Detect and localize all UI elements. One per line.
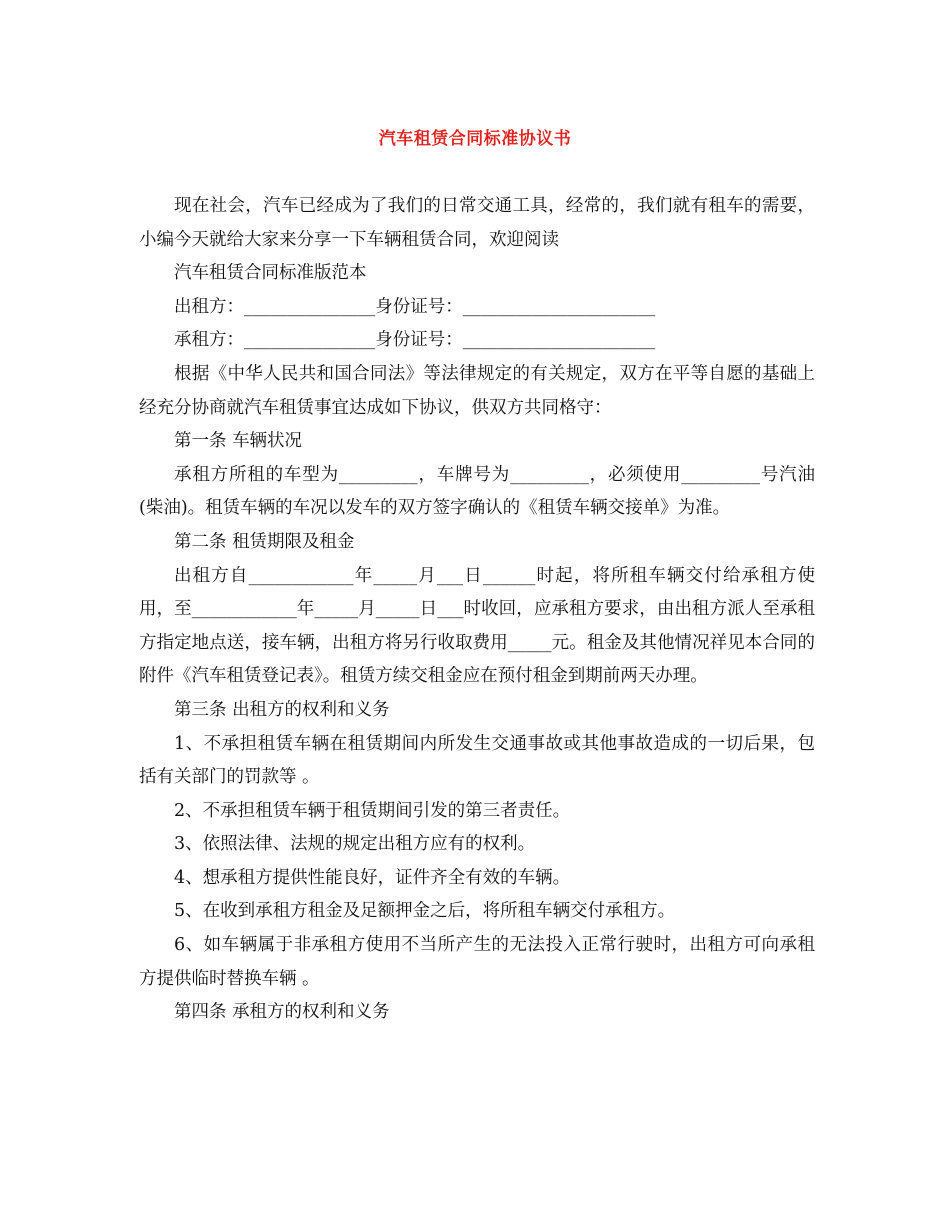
article-3-item-6: 6、如车辆属于非承租方使用不当所产生的无法投入正常行驶时，出租方可向承租方提供临时替换车辆 。 bbox=[139, 935, 815, 989]
article-3-item-5: 5、在收到承租方租金及足额押金之后，将所租车辆交付承租方。 bbox=[174, 901, 676, 922]
article-2-body: 出租方自____________年_____月___日______时起，将所租车辆交付给承租方使用，至____________年_____月_____日___时收回，应承租方要求，由出租方派人至承租方指定地点送，接车辆，出租方将另行收取费用_____元。租金及其他情况祥见本合同的附件《汽车租赁登记表》。租赁方续交租金应在预付租金到期前两天办理。 bbox=[139, 565, 815, 687]
article-4-heading: 第四条 承租方的权利和义务 bbox=[174, 1002, 390, 1023]
article-1-heading: 第一条 车辆状况 bbox=[174, 431, 303, 452]
article-3-item-2: 2、不承担租赁车辆于租赁期间引发的第三者责任。 bbox=[174, 800, 571, 821]
paragraph-lessor-line: 出租方：_______________身份证号：______________________ bbox=[174, 296, 656, 317]
document-body bbox=[139, 190, 815, 1030]
article-2-heading: 第二条 租赁期限及租金 bbox=[174, 531, 355, 552]
article-3-item-3: 3、依照法律、法规的规定出租方应有的权利。 bbox=[174, 834, 536, 855]
paragraph-legal-basis: 根据《中华人民共和国合同法》等法律规定的有关规定，双方在平等自愿的基础上经充分协商就汽车租赁事宜达成如下协议，供双方共同格守： bbox=[139, 363, 815, 418]
paragraph-intro: 现在社会，汽车已经成为了我们的日常交通工具，经常的，我们就有租车的需要，小编今天就给大家来分享一下车辆租赁合同，欢迎阅读 bbox=[139, 196, 815, 250]
document-title: 汽车租赁合同标准协议书 bbox=[378, 129, 572, 149]
article-3-item-4: 4、想承租方提供性能良好，证件齐全有效的车辆。 bbox=[174, 867, 571, 888]
article-1-body: 承租方所租的车型为_________，车牌号为_________，必须使用_________号汽油(柴油)。租赁车辆的车况以发车的双方签字确认的《租赁车辆交接单》为准。 bbox=[139, 464, 815, 519]
article-3-item-1: 1、不承担租赁车辆在租赁期间内所发生交通事故或其他事故造成的一切后果，包括有关部门的罚款等 。 bbox=[139, 733, 815, 788]
article-3-heading: 第三条 出租方的权利和义务 bbox=[174, 699, 390, 720]
paragraph-lessee-line: 承租方：_______________身份证号：______________________ bbox=[174, 330, 656, 351]
paragraph-template-name: 汽车租赁合同标准版范本 bbox=[174, 263, 367, 284]
